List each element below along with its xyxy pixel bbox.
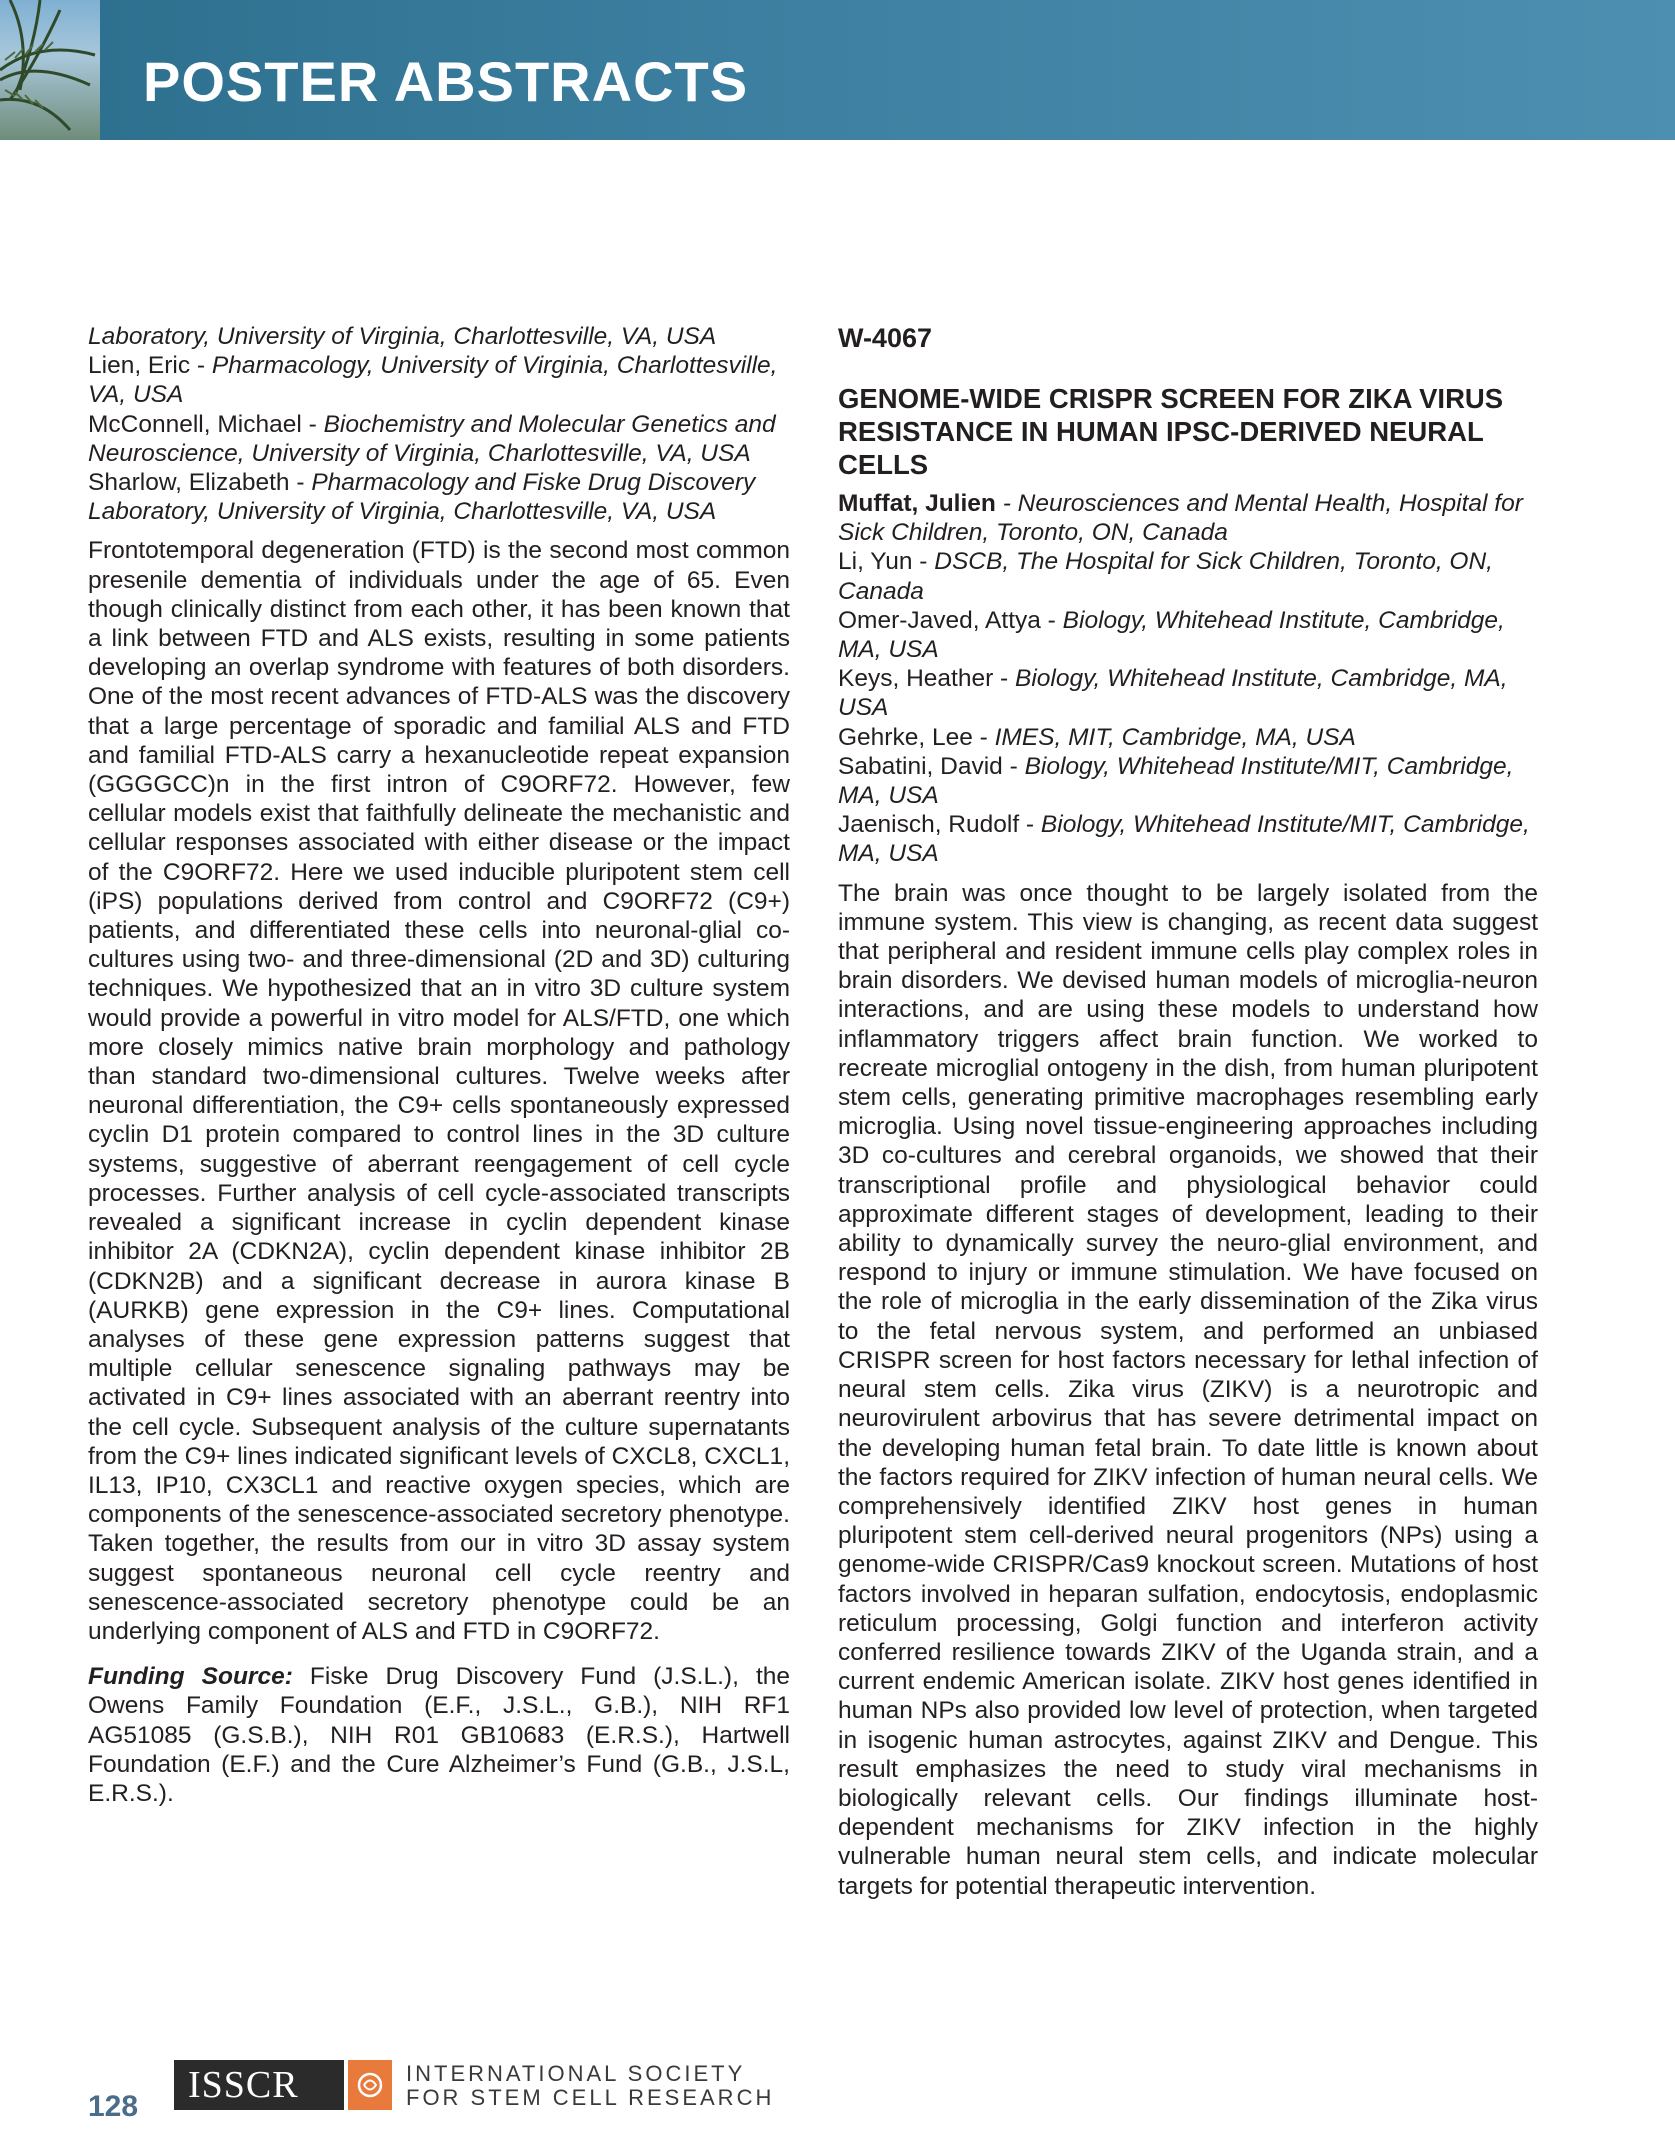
author-affiliations — [88, 322, 790, 526]
header-banner — [0, 0, 1675, 140]
author-affiliations — [838, 489, 1538, 869]
org-name-line1: INTERNATIONAL SOCIETY — [406, 2061, 746, 2086]
affiliation-line: Sharlow, Elizabeth - Pharmacology and Fiske Drug Discovery Laboratory, University of Virginia, Charlottesville, VA, USA — [88, 469, 756, 526]
page-number: 128 — [88, 2090, 139, 2123]
funding-text: Fiske Drug Discovery Fund (J.S.L.), the Owens Family Foundation (E.F., J.S.L., G.B.), NIH RF1 AG51085 (G.S.B.), NIH R01 GB10683 (E.R.S.), Hartwell Foundation (E.F.) and the Cure Alzheimer’s Fund (G.B., J.S.L, E.R.S.). — [88, 1663, 790, 1807]
org-name-line2: FOR STEM CELL RESEARCH — [406, 2085, 775, 2110]
affiliation-line: Lien, Eric - Pharmacology, University of Virginia, Charlottesville, VA, USA — [88, 352, 778, 409]
isscr-logo: ISSCR — [174, 2060, 344, 2110]
org-name — [406, 2062, 774, 2110]
isscr-logo-icon — [348, 2060, 392, 2110]
affiliation-line: Laboratory, University of Virginia, Charlottesville, VA, USA — [88, 323, 717, 350]
author-line: Sabatini, David - Biology, Whitehead Institute/MIT, Cambridge, MA, USA — [838, 752, 1514, 810]
poster-title: GENOME-WIDE CRISPR SCREEN FOR ZIKA VIRUS RESISTANCE IN HUMAN IPSC-DERIVED NEURAL CELLS — [838, 383, 1504, 480]
author-line: Gehrke, Lee - IMES, MIT, Cambridge, MA, USA — [838, 723, 1356, 751]
page-footer — [88, 2060, 888, 2123]
author-line: Keys, Heather - Biology, Whitehead Institute, Cambridge, MA, USA — [838, 665, 1508, 722]
abstract-text: Frontotemporal degeneration (FTD) is the second most common presenile dementia of individuals under the age of 65. Even though clinically distinct from each other, it has been known that a link between FTD and ALS exists, resulting in some patients developing an overlap syndrome with features of both disorders. One of the most recent advances of FTD-ALS was the discovery that a large percentage of sporadic and familial ALS and FTD and familial FTD-ALS carry a hexanucleotide repeat expansion (GGGGCC)n in the first intron of C9ORF72. However, few cellular models exist that faithfully delineate the mechanistic and cellular responses associated with either disease or the impact of the C9ORF72. Here we used inducible pluripotent stem cell (iPS) populations derived from control and C9ORF72 (C9+) patients, and differentiated these cells into neuronal-glial co-cultures using two- and three-dimensional (2D and 3D) culturing techniques. We hypothesized that an in vitro 3D culture system would provide a powerful in vitro model for ALS/FTD, one which more closely mimics native brain morphology and pathology than standard two-dimensional cultures. Twelve weeks after neuronal differentiation, the C9+ cells spontaneously expressed cyclin D1 protein compared to control lines in the 3D culture systems, suggestive of aberrant reengagement of cell cycle processes. Further analysis of cell cycle-associated transcripts revealed a significant increase in cyclin dependent kinase inhibitor 2A (CDKN2A), cyclin dependent kinase inhibitor 2B (CDKN2B) and a significant decrease in aurora kinase B (AURKB) gene expression in the C9+ lines. Computational analyses of these gene expression patterns suggest that multiple cellular senescence signaling pathways may be activated in C9+ lines associated with an aberrant reentry into the cell cycle. Subsequent analysis of the culture supernatants from the C9+ lines indicated significant levels of CXCL8, CXCL1, IL13, IP10, CX3CL1 and reactive oxygen species, which are components of the senescence-associated secretory phenotype. Taken together, the results from our in vitro 3D assay system suggest spontaneous neuronal cell cycle reentry and senescence-associated secretory phenotype could be an underlying component of ALS and FTD in C9ORF72. — [88, 537, 790, 1645]
section-title: POSTER ABSTRACTS — [143, 50, 749, 113]
author-line: Omer-Javed, Attya - Biology, Whitehead Institute, Cambridge, MA, USA — [838, 606, 1505, 664]
palm-tree-photo — [0, 0, 100, 140]
author-line: Li, Yun - DSCB, The Hospital for Sick Children, Toronto, ON, Canada — [838, 548, 1493, 605]
affiliation-line: McConnell, Michael - Biochemistry and Molecular Genetics and Neuroscience, University of Virginia, Charlottesville, VA, USA — [88, 410, 776, 467]
right-column — [838, 322, 1538, 1901]
abstract-text: The brain was once thought to be largely isolated from the immune system. This view is changing, as recent data suggest that peripheral and resident immune cells play complex roles in brain disorders. We devised human models of microglia-neuron interactions, and are using these models to understand how inflammatory triggers affect brain function. We worked to recreate microglial ontogeny in the dish, from human pluripotent stem cells, generating primitive macrophages resembling early microglia. Using novel tissue-engineering approaches including 3D co-cultures and cerebral organoids, we showed that their transcriptional profile and physiological behavior could approximate different stages of development, leading to their ability to dynamically survey the neuro-glial environment, and respond to injury or immune stimulation. We have focused on the role of microglia in the early dissemination of the Zika virus to the fetal nervous system, and performed an unbiased CRISPR screen for host factors necessary for lethal infection of neural stem cells. Zika virus (ZIKV) is a neurotropic and neurovirulent arbovirus that has severe detrimental impact on the developing human fetal brain. To date little is known about the factors required for ZIKV infection of human neural cells. We comprehensively identified ZIKV host genes in human pluripotent stem cell-derived neural progenitors (NPs) using a genome-wide CRISPR/Cas9 knockout screen. Mutations of host factors involved in heparan sulfation, endocytosis, endoplasmic reticulum processing, Golgi function and interferon activity conferred resilience towards ZIKV of the Uganda strain, and a current endemic American isolate. ZIKV host genes identified in human NPs also provided low level of protection, when targeted in isogenic human astrocytes, against ZIKV and Dengue. This result emphasizes the need to study viral mechanisms in biologically relevant cells. Our findings illuminate host-dependent mechanisms for ZIKV infection in the highly vulnerable human neural stem cells, and indicate molecular targets for potential therapeutic intervention. — [838, 879, 1538, 1900]
author-line: Jaenisch, Rudolf - Biology, Whitehead Institute/MIT, Cambridge, MA, USA — [838, 811, 1530, 868]
left-column — [88, 322, 790, 1808]
poster-id: W-4067 — [838, 323, 932, 353]
first-author: Muffat, Julien - Neurosciences and Mental Health, Hospital for Sick Children, Toronto, ON, Canada — [838, 490, 1523, 547]
funding-label: Funding Source: — [88, 1663, 293, 1691]
funding-source — [88, 1662, 790, 1808]
